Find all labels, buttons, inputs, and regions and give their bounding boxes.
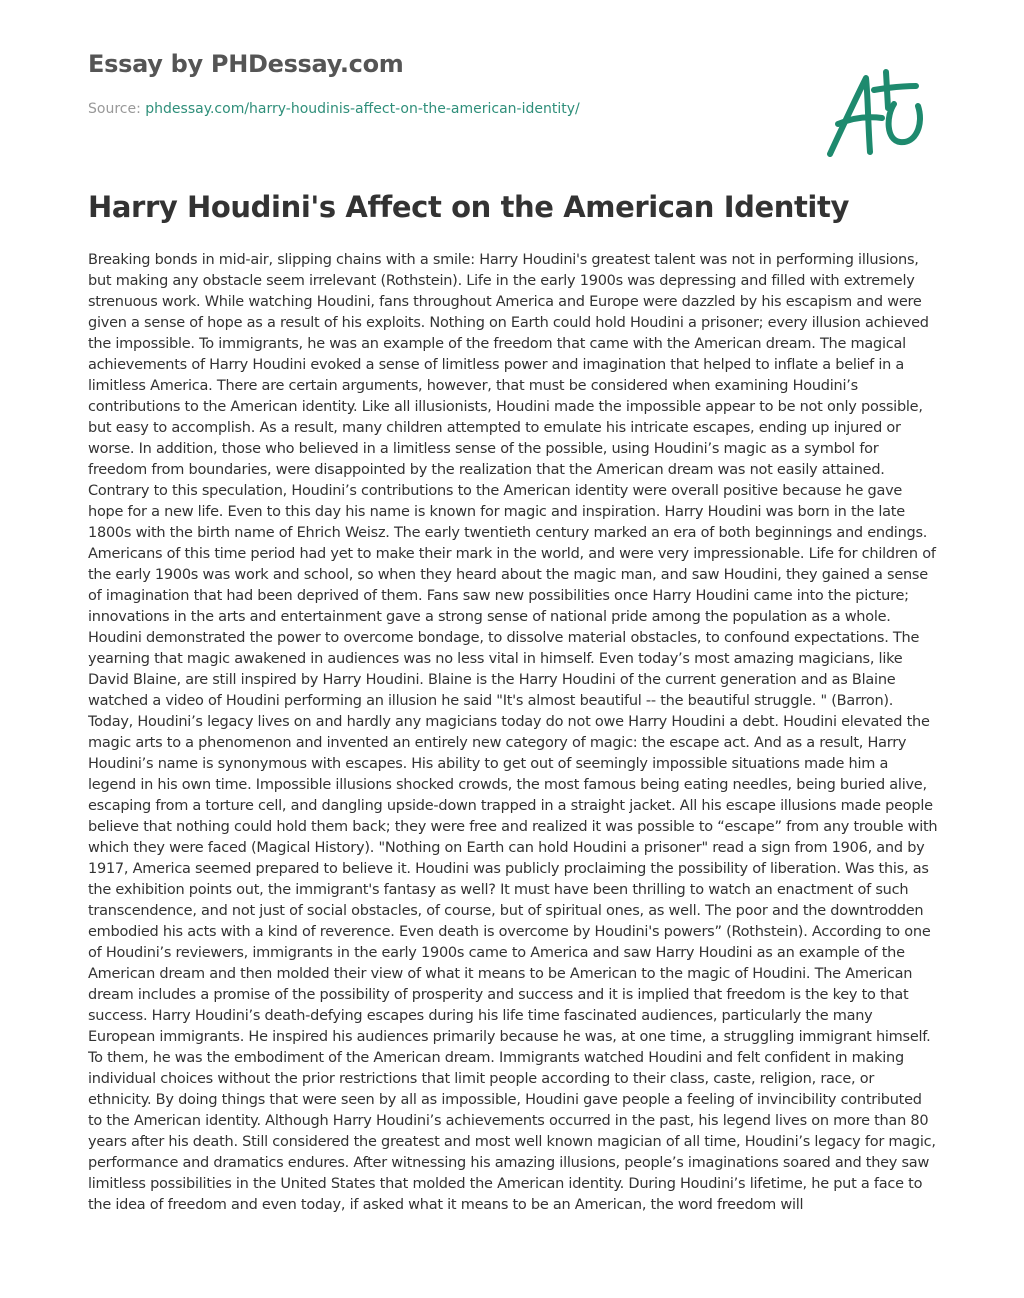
- source-link[interactable]: phdessay.com/harry-houdinis-affect-on-the-american-identity/: [145, 101, 580, 117]
- a-plus-logo: [824, 66, 928, 162]
- essay-title: Harry Houdini's Affect on the American Identity: [88, 190, 849, 224]
- essay-body: Breaking bonds in mid-air, slipping chains with a smile: Harry Houdini's greatest talent was not in performing illusions, but making any obstacle seem irrelevant (Rothstein). Life in the early 1900s was depressing and filled with extremely strenuous work. While watching Houdini, fans throughout America and Europe were dazzled by his escapism and were given a sense of hope as a result of his exploits. Nothing on Earth could hold Houdini a prisoner; every illusion achieved the impossible. To immigrants, he was an example of the freedom that came with the American dream. The magical achievements of Harry Houdini evoked a sense of limitless power and imagination that helped to inflate a belief in a limitless America. There are certain arguments, however, that must be considered when examining Houdini’s contributions to the American identity. Like all illusionists, Houdini made the impossible appear to be not only possible, but easy to accomplish. As a result, many children attempted to emulate his intricate escapes, ending up injured or worse. In addition, those who believed in a limitless sense of the possible, using Houdini’s magic as a symbol for freedom from boundaries, were disappointed by the realization that the American dream was not easily attained. Contrary to this speculation, Houdini’s contributions to the American identity were overall positive because he gave hope for a new life. Even to this day his name is known for magic and inspiration. Harry Houdini was born in the late 1800s with the birth name of Ehrich Weisz. The early twentieth century marked an era of both beginnings and endings. Americans of this time period had yet to make their mark in the world, and were very impressionable. Life for children of the early 1900s was work and school, so when they heard about the magic man, and saw Houdini, they gained a sense of imagination that had been deprived of them. Fans saw new possibilities once Harry Houdini came into the picture; innovations in the arts and entertainment gave a strong sense of national pride among the population as a whole. Houdini demonstrated the power to overcome bondage, to dissolve material obstacles, to confound expectations. The yearning that magic awakened in audiences was no less vital in himself. Even today’s most amazing magicians, like David Blaine, are still inspired by Harry Houdini. Blaine is the Harry Houdini of the current generation and as Blaine watched a video of Houdini performing an illusion he said "It's almost beautiful -- the beautiful struggle. " (Barron). Today, Houdini’s legacy lives on and hardly any magicians today do not owe Harry Houdini a debt. Houdini elevated the magic arts to a phenomenon and invented an entirely new category of magic: the escape act. And as a result, Harry Houdini’s name is synonymous with escapes. His ability to get out of seemingly impossible situations made him a legend in his own time. Impossible illusions shocked crowds, the most famous being eating needles, being buried alive, escaping from a torture cell, and dangling upside-down trapped in a straight jacket. All his escape illusions made people believe that nothing could hold them back; they were free and realized it was possible to “escape” from any trouble with which they were faced (Magical History). "Nothing on Earth can hold Houdini a prisoner" read a sign from 1906, and by 1917, America seemed prepared to believe it. Houdini was publicly proclaiming the possibility of liberation. Was this, as the exhibition points out, the immigrant's fantasy as well? It must have been thrilling to watch an enactment of such transcendence, and not just of social obstacles, of course, but of spiritual ones, as well. The poor and the downtrodden embodied his acts with a kind of reverence. Even death is overcome by Houdini's powers” (Rothstein). According to one of Houdini’s reviewers, immigrants in the early 1900s came to America and saw Harry Houdini as an example of the American dream and then molded their view of what it means to be American to the magic of Houdini. The American dream includes a promise of the possibility of prosperity and success and it is implied that freedom is the key to that success. Harry Houdini’s death-defying escapes during his life time fascinated audiences, particularly the many European immigrants. He inspired his audiences primarily because he was, at one time, a struggling immigrant himself. To them, he was the embodiment of the American dream. Immigrants watched Houdini and felt confident in making individual choices without the prior restrictions that limit people according to their class, caste, religion, race, or ethnicity. By doing things that were seen by all as impossible, Houdini gave people a feeling of invincibility contributed to the American identity. Although Harry Houdini’s achievements occurred in the past, his legend lives on more than 80 years after his death. Still considered the greatest and most well known magician of all time, Houdini’s legacy for magic, performance and dramatics endures. After witnessing his amazing illusions, people’s imaginations soared and they saw limitless possibilities in the United States that molded the American identity. During Houdini’s lifetime, he put a face to the idea of freedom and even today, if asked what it means to be an American, the word freedom will: [88, 252, 938, 1213]
- site-title: Essay by PHDessay.com: [88, 50, 404, 78]
- a-plus-logo-icon: [824, 66, 928, 162]
- source-line: [88, 101, 580, 117]
- source-label: Source:: [88, 101, 146, 117]
- bottom-fade: [0, 1236, 1024, 1298]
